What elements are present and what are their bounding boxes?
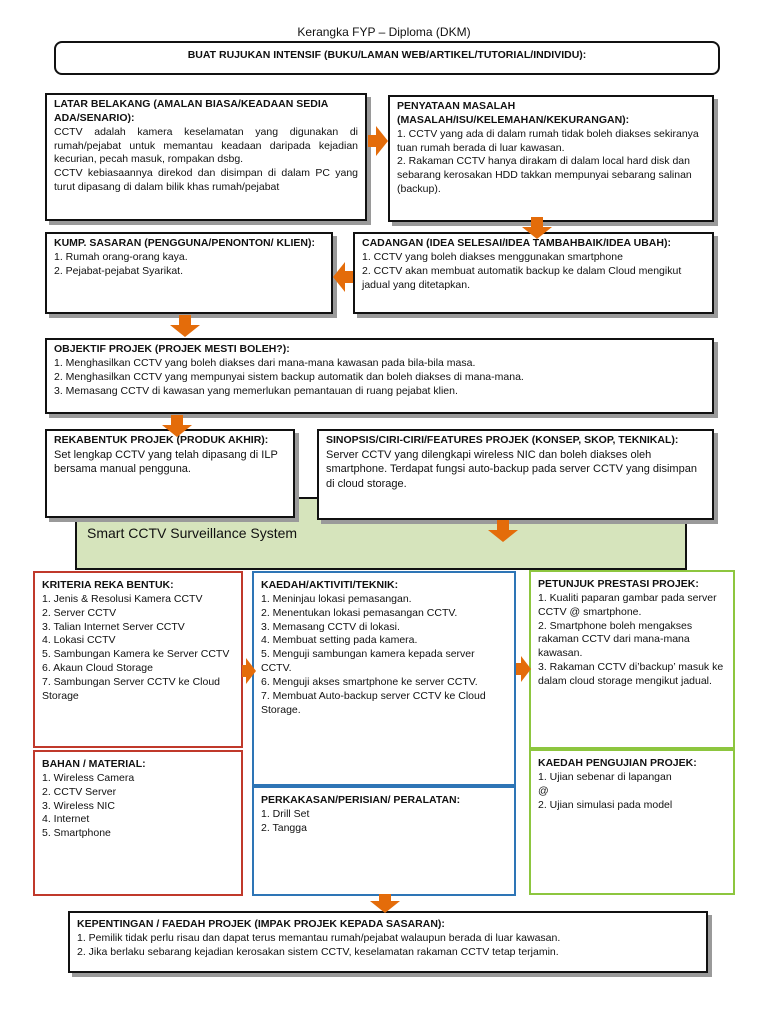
latar-heading: LATAR BELAKANG (AMALAN BIASA/KEADAAN SEDIA ADA/SENARIO):: [54, 98, 328, 124]
kaedah-item: 7. Membuat Auto-backup server CCTV ke Cloud Storage.: [261, 689, 486, 716]
page-title: Kerangka FYP – Diploma (DKM): [297, 25, 471, 39]
objektif-heading: OBJEKTIF PROJEK (PROJEK MESTI BOLEH?):: [54, 343, 290, 355]
arrow-sasaran-to-objektif: [170, 315, 200, 337]
arrow-masalah-to-cadangan: [522, 217, 552, 239]
kaedah-item: 4. Membuat setting pada kamera.: [261, 634, 418, 647]
bahan-item: 3. Wireless NIC: [42, 799, 115, 812]
cadangan-item: 2. CCTV akan membuat automatik backup ke dalam Cloud mengikut jadual yang ditetapkan.: [362, 264, 682, 291]
masalah-heading: PENYATAAN MASALAH (MASALAH/ISU/KELEMAHAN/KEKURANGAN):: [397, 100, 630, 126]
kaedah-pengujian-box: [529, 749, 735, 895]
perkakasan-peralatan-box: [252, 786, 516, 896]
pengujian-heading: KAEDAH PENGUJIAN PROJEK:: [538, 757, 697, 769]
kaedah-item: 2. Menentukan lokasi pemasangan CCTV.: [261, 606, 458, 619]
sasaran-item: 1. Rumah orang-orang kaya.: [54, 250, 188, 263]
kriteria-item: 4. Lokasi CCTV: [42, 634, 116, 647]
kriteria-item: 6. Akaun Cloud Storage: [42, 662, 153, 675]
perkakasan-item: 1. Drill Set: [261, 807, 310, 820]
arrow-latar-to-masalah: [368, 126, 388, 156]
kaedah-item: 6. Menguji akses smartphone ke server CCTV.: [261, 676, 478, 689]
kumpulan-sasaran-box: [45, 232, 333, 314]
kaedah-item: 5. Menguji sambungan kamera kepada server CCTV.: [261, 648, 475, 675]
kaedah-heading: KAEDAH/AKTIVITI/TEKNIK:: [261, 579, 399, 591]
tajuk-projek-title: Smart CCTV Surveillance System: [87, 525, 298, 541]
objektif-item: 3. Memasang CCTV di kawasan yang memerlukan pemantauan di ruang pejabat klien.: [54, 384, 458, 397]
petunjuk-prestasi-box: [529, 570, 735, 749]
cadangan-box: [353, 232, 714, 314]
objektif-item: 1. Menghasilkan CCTV yang boleh diakses dari mana-mana kawasan pada bila-bila masa.: [54, 356, 476, 369]
kaedah-aktiviti-box: [252, 571, 516, 786]
rekabentuk-box: [45, 429, 295, 518]
kaedah-item: 1. Meninjau lokasi pemasangan.: [261, 592, 412, 605]
cadangan-heading: CADANGAN (IDEA SELESAI/IDEA TAMBAHBAIK/IDEA UBAH):: [362, 237, 671, 249]
kriteria-item: 1. Jenis & Resolusi Kamera CCTV: [42, 592, 203, 605]
kepentingan-box: [68, 911, 708, 973]
arrow-sinopsis-to-tajuk: [488, 520, 518, 542]
kriteria-reka-bentuk-box: [33, 571, 243, 748]
kaedah-item: 3. Memasang CCTV di lokasi.: [261, 620, 400, 633]
masalah-item: 2. Rakaman CCTV hanya dirakam di dalam local hard disk dan sebarang kerosakan HDD takkan mempunyai sebarang salinan (backup).: [397, 155, 692, 196]
petunjuk-item: 1. Kualiti paparan gambar pada server CCTV @ smartphone.: [538, 591, 717, 618]
masalah-item: 1. CCTV yang ada di dalam rumah tidak boleh diakses sekiranya tuan rumah berada di luar kawasan.: [397, 127, 699, 154]
latar-belakang-box: [45, 93, 367, 221]
kriteria-item: 3. Talian Internet Server CCTV: [42, 620, 185, 633]
arrow-objektif-to-rekabentuk: [162, 415, 192, 437]
bahan-item: 5. Smartphone: [42, 827, 111, 840]
penyataan-masalah-box: [388, 95, 714, 222]
kepentingan-heading: KEPENTINGAN / FAEDAH PROJEK (IMPAK PROJEK KEPADA SASARAN):: [77, 918, 445, 930]
rekabentuk-text: Set lengkap CCTV yang telah dipasang di ILP bersama manual pengguna.: [54, 448, 278, 476]
sasaran-item: 2. Pejabat-pejabat Syarikat.: [54, 264, 183, 277]
kriteria-item: 2. Server CCTV: [42, 606, 117, 619]
arrow-cadangan-to-sasaran: [333, 262, 353, 292]
bahan-material-box: [33, 750, 243, 896]
sinopsis-box: [317, 429, 714, 520]
kriteria-item: 7. Sambungan Server CCTV ke Cloud Storage: [42, 676, 221, 702]
arrow-to-kepentingan: [370, 894, 400, 914]
pengujian-item: @: [538, 784, 549, 797]
bahan-heading: BAHAN / MATERIAL:: [42, 758, 146, 770]
perkakasan-item: 2. Tangga: [261, 821, 307, 834]
cadangan-item: 1. CCTV yang boleh diakses menggunakan smartphone: [362, 250, 623, 263]
petunjuk-heading: PETUNJUK PRESTASI PROJEK:: [538, 578, 699, 590]
objektif-box: [45, 338, 714, 414]
rujukan-heading: BUAT RUJUKAN INTENSIF (BUKU/LAMAN WEB/ARTIKEL/TUTORIAL/INDIVIDU):: [187, 49, 587, 61]
objektif-item: 2. Menghasilkan CCTV yang mempunyai sistem backup automatik dan boleh diakses di mana-mana.: [54, 370, 524, 383]
sinopsis-heading: SINOPSIS/CIRI-CIRI/FEATURES PROJEK (KONSEP, SKOP, TEKNIKAL):: [326, 434, 679, 446]
pengujian-item: 1. Ujian sebenar di lapangan: [538, 770, 672, 783]
bahan-item: 1. Wireless Camera: [42, 771, 135, 784]
petunjuk-item: 3. Rakaman CCTV di’backup’ masuk ke dalam cloud storage mengikut jadual.: [538, 661, 724, 688]
bahan-item: 4. Internet: [42, 813, 90, 826]
pengujian-item: 2. Ujian simulasi pada model: [538, 798, 673, 811]
kriteria-heading: KRITERIA REKA BENTUK:: [42, 579, 174, 591]
petunjuk-item: 2. Smartphone boleh mengakses rakaman CCTV dari mana-mana kawasan.: [538, 619, 693, 660]
rujukan-box: [54, 41, 720, 75]
bahan-item: 2. CCTV Server: [42, 785, 117, 798]
kriteria-item: 5. Sambungan Kamera ke Server CCTV: [42, 648, 230, 661]
arrow-kriteria-to-kaedah: [242, 658, 256, 684]
rekabentuk-heading: REKABENTUK PROJEK (PRODUK AKHIR):: [54, 434, 269, 446]
sinopsis-text: Server CCTV yang dilengkapi wireless NIC dan boleh diakses oleh smartphone. Terdapat fungsi auto-backup pada server CCTV yang disimpan di cloud storage.: [326, 448, 697, 490]
kepentingan-item: 2. Jika berlaku sebarang kejadian kerosakan sistem CCTV, keselamatan rakaman CCTV tetap terjamin.: [77, 945, 559, 958]
perkakasan-heading: PERKAKASAN/PERISIAN/ PERALATAN:: [261, 794, 461, 806]
arrow-kaedah-to-petunjuk: [516, 656, 532, 682]
latar-text: CCTV adalah kamera keselamatan yang digunakan di rumah/pejabat untuk memantau keadaan daripada kejadian kecurian, pecah masuk, rompakan dsbg. CCTV kebiasaannya direkod dan disimpan di dalam PC yang turut dipasang di dalam bilik khas rumah/pejabat: [54, 125, 358, 194]
sasaran-heading: KUMP. SASARAN (PENGGUNA/PENONTON/ KLIEN):: [54, 237, 315, 249]
kepentingan-item: 1. Pemilik tidak perlu risau dan dapat terus memantau rumah/pejabat walaupun berada di luar kawasan.: [77, 931, 561, 944]
